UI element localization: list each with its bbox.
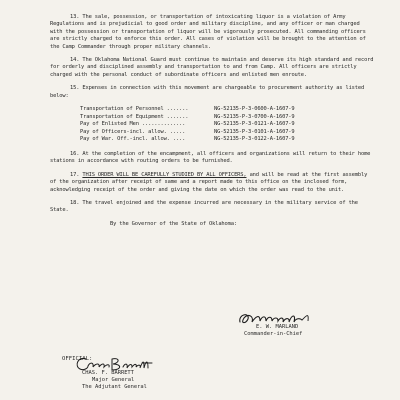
governor-name: E. W. MARLAND <box>256 324 299 330</box>
account-label: Pay of Enlisted Men .............. <box>80 121 186 128</box>
adjutant-title: The Adjutant General <box>82 384 147 391</box>
account-row <box>50 121 374 129</box>
adjutant-rank: Major General <box>92 377 135 384</box>
account-label: Transportation of Personnel ....... <box>80 106 189 113</box>
paragraph-17-emphasis: THIS ORDER WILL BE CAREFULLY STUDIED BY ALL OFFICERS, <box>82 171 247 178</box>
paragraph-17-number: 17. <box>70 171 80 178</box>
account-label: Transportation of Equipment ....... <box>80 113 189 120</box>
governor-line: By the Governor of the State of Oklahoma: <box>110 220 237 227</box>
paragraph-13: 13. The sale, possession, or transportation of intoxicating liquor is a violation of Army Regulations and is prejudicial to good order and military discipline, and any officer or man charged with the possession or transportation of liquor will be vigorously prosecuted. All commanding officers are strictly charged to enforce this order. All cases of violation will be brought to the attention of the Camp Commander through proper military channels. <box>50 14 366 50</box>
paragraph-16: 16. At the completion of the encampment, all officers and organizations will return to their home stations in accordance with routing orders to be furnished. <box>50 151 371 165</box>
paragraph-17 <box>50 172 374 194</box>
account-code: NG-52135-P-3-0122-A-1607-9 <box>214 136 295 143</box>
governor-title: Commander-in-Chief <box>244 331 303 338</box>
adjutant-name: CHAS. F. BARRETT <box>82 370 134 376</box>
paragraph-15: 15. Expenses in connection with this movement are chargeable to procurement authority as listed below: <box>50 85 365 99</box>
account-row <box>50 129 374 137</box>
account-label: Pay of Officers-incl. allow. ..... <box>80 128 186 135</box>
account-code: NG-52135-P-3-0121-A-1607-9 <box>214 121 295 128</box>
account-row <box>50 114 374 122</box>
paragraph-18: 18. The travel enjoined and the expense incurred are necessary in the military service of the State. <box>50 200 358 214</box>
account-row <box>50 106 374 114</box>
account-row <box>50 136 374 144</box>
account-code: NG-52135-P-3-0101-A-1607-9 <box>214 128 295 135</box>
account-code: NG-52135-P-3-0600-A-1607-9 <box>214 106 295 113</box>
governor-signature-block <box>226 324 376 338</box>
adjutant-signature-block <box>82 370 202 392</box>
official-label: OFFICIAL: <box>62 356 93 362</box>
account-label: Pay of War. Off.-incl. allow. .... <box>80 136 186 143</box>
paragraph-14: 14. The Oklahoma National Guard must continue to maintain and deserve its high standard and record for orderly and disciplined assembly and transportation to and from Camp. All officers are strictly charged with the personal conduct of subordinate officers and enlisted men enroute. <box>50 57 374 78</box>
procurement-accounts <box>50 106 374 144</box>
paragraph-17-text: and will be read at the first assembly of the organization after receipt of same and a report made to this office on the inclosed form, acknowledging receipt of the order and giving the date on which the order was read to the unit. <box>50 171 368 193</box>
account-code: NG-52135-P-3-0700-A-1607-9 <box>214 113 295 120</box>
